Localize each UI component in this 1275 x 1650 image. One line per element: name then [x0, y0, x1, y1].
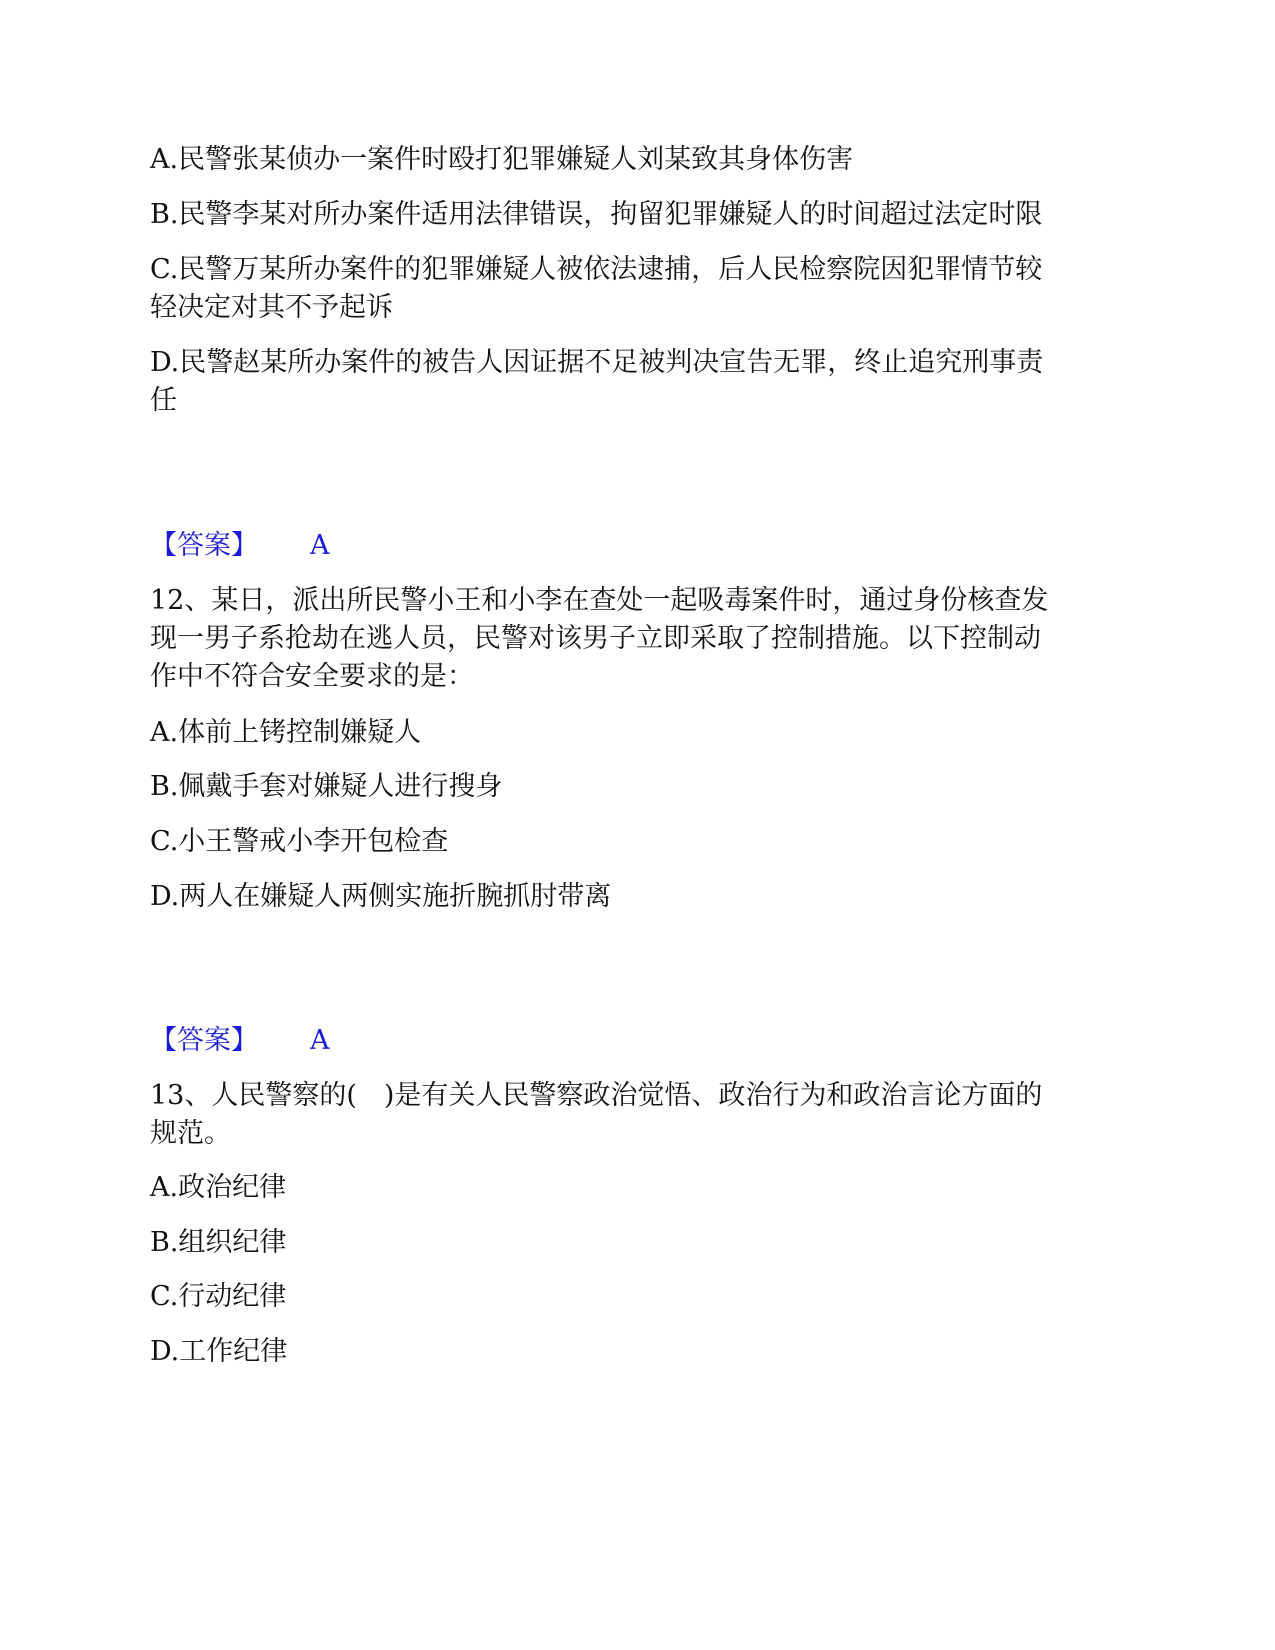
q13-option-a: A.政治纪律: [150, 1172, 287, 1203]
answer-label: 【答案】: [150, 1025, 258, 1056]
q12-option-a: A.体前上铐控制嫌疑人: [150, 717, 422, 748]
q12-answer: [150, 1021, 1120, 1061]
q13-option-b: B.组织纪律: [150, 1227, 287, 1258]
q13-stem-line2: 规范。: [150, 1118, 231, 1149]
q12-option-d: D.两人在嫌疑人两侧实施折腕抓肘带离: [150, 881, 612, 912]
answer-value: A: [310, 530, 330, 561]
q12-stem-line1: 12、某日，派出所民警小王和小李在查处一起吸毒案件时，通过身份核查发: [150, 585, 1049, 616]
q13-option-c: C.行动纪律: [150, 1281, 287, 1312]
q11-option-a: A.民警张某侦办一案件时殴打犯罪嫌疑人刘某致其身体伤害: [150, 144, 854, 175]
answer-label: 【答案】: [150, 530, 258, 561]
q13-option-d: D.工作纪律: [150, 1336, 288, 1367]
q12-stem-line2: 现一男子系抢劫在逃人员，民警对该男子立即采取了控制措施。以下控制动: [150, 623, 1041, 654]
q12-option-b: B.佩戴手套对嫌疑人进行搜身: [150, 771, 503, 802]
q12-option-c: C.小王警戒小李开包检查: [150, 826, 449, 857]
q11-option-b: B.民警李某对所办案件适用法律错误，拘留犯罪嫌疑人的时间超过法定时限: [150, 199, 1043, 230]
q12-stem-line3: 作中不符合安全要求的是：: [150, 661, 474, 692]
q11-option-d-line2: 任: [150, 385, 177, 416]
q11-option-d-line1: D.民警赵某所办案件的被告人因证据不足被判决宣告无罪，终止追究刑事责: [150, 347, 1044, 378]
q11-answer: [150, 526, 1120, 566]
q11-option-c-line1: C.民警万某所办案件的犯罪嫌疑人被依法逮捕，后人民检察院因犯罪情节较: [150, 254, 1043, 285]
q11-option-c-line2: 轻决定对其不予起诉: [150, 292, 393, 323]
answer-value: A: [310, 1025, 330, 1056]
q13-stem-line1: 13、人民警察的( )是有关人民警察政治觉悟、政治行为和政治言论方面的: [150, 1080, 1043, 1111]
